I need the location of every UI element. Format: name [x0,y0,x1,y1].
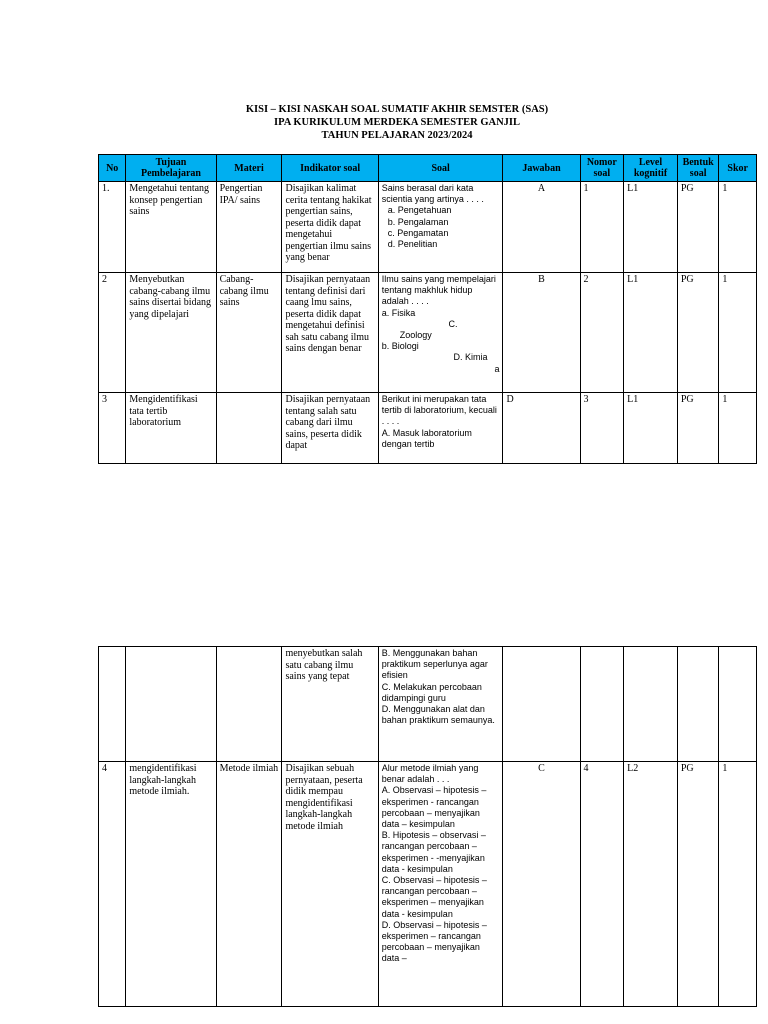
cell-no [99,647,126,762]
cell-jawaban [503,647,580,762]
cell-jawaban: A [503,182,580,273]
cell-no: 2 [99,273,126,393]
soal-option: B. Hipotesis – observasi – rancangan percobaan – eksperimen - -menyajikan data - kesimpulan [381,830,486,874]
soal-stem: Alur metode ilmiah yang benar adalah . . . [381,763,479,785]
col-header-jawaban: Jawaban [503,155,580,182]
cell-bentuk [677,647,719,762]
soal-stem: Berikut ini merupakan tata tertib di laboratorium, kecuali . . . . [381,394,497,427]
cell-skor: 1 [719,273,757,393]
cell-indikator: Disajikan pernyataan tentang definisi dari caang lmu sains, peserta didik dapat mengetahui definisi sah satu cabang ilmu sains dengan benar [282,273,378,393]
cell-soal [378,393,503,464]
cell-bentuk: PG [677,273,719,393]
kisi-table-page2 [98,646,757,1007]
cell-no: 3 [99,393,126,464]
cell-materi: Metode ilmiah [216,762,282,1007]
title-line-3: TAHUN PELAJARAN 2023/2024 [321,130,473,141]
soal-option: C. Melakukan percobaan didampingi guru [381,681,482,703]
table-row [99,762,757,1007]
soal-option: C. Observasi – hipotesis – rancangan percobaan – eksperimen – menyajikan data - kesimpulan [381,875,487,919]
cell-soal [378,182,503,273]
cell-no: 4 [99,762,126,1007]
cell-level: L1 [624,393,678,464]
cell-level: L1 [624,182,678,273]
cell-tujuan: Mengetahui tentang konsep pengertian sains [126,182,216,273]
title-line-1: KISI – KISI NASKAH SOAL SUMATIF AKHIR SEMSTER (SAS) [245,104,549,115]
cell-jawaban: D [503,393,580,464]
col-header-level: Level kognitif [624,155,678,182]
col-header-no: No [99,155,126,182]
cell-indikator: Disajikan pernyataan tentang salah satu cabang dari ilmu sains, peserta didik dapat [282,393,378,464]
cell-nomor [580,647,624,762]
cell-materi [216,647,282,762]
cell-bentuk: PG [677,393,719,464]
col-header-tujuan: Tujuan Pembelajaran [126,155,216,182]
soal-option: d. Penelitian [387,239,438,250]
col-header-materi: Materi [216,155,282,182]
cell-tujuan [126,647,216,762]
table-header-row [99,155,757,182]
cell-tujuan: mengidentifikasi langkah-langkah metode ilmiah. [126,762,216,1007]
cell-soal [378,647,503,762]
soal-option: A. Masuk laboratorium dengan tertib [381,427,472,449]
cell-skor: 1 [719,393,757,464]
col-header-soal: Soal [378,155,503,182]
cell-tujuan: Menyebutkan cabang-cabang ilmu sains disertai bidang yang dipelajari [126,273,216,393]
cell-materi: Pengertian IPA/ sains [216,182,282,273]
table-row-continued [99,647,757,762]
soal-option: A. Observasi – hipotesis – eksperimen - rancangan percobaan – menyajikan data – kesimpulan [381,785,487,830]
table-row [99,182,757,273]
cell-nomor: 3 [580,393,624,464]
cell-indikator: menyebutkan salah satu cabang ilmu sains yang tepat [282,647,378,762]
cell-skor: 1 [719,762,757,1007]
table-row [99,273,757,393]
soal-option: D. Kimia [453,352,488,363]
document-title [98,103,696,142]
soal-option: b. Biologi [381,341,419,352]
cell-jawaban: C [503,762,580,1007]
col-header-indikator: Indikator soal [282,155,378,182]
cell-indikator: Disajikan sebuah pernyataan, peserta didik mempau mengidentifikasi langkah-langkah metode ilmiah [282,762,378,1007]
soal-option: Zoology [399,330,432,341]
col-header-bentuk: Bentuk soal [677,155,719,182]
cell-jawaban: B [503,273,580,393]
cell-no: 1. [99,182,126,273]
cell-materi [216,393,282,464]
cell-skor: 1 [719,182,757,273]
soal-option-marker: C. [448,318,458,329]
soal-option: D. Observasi – hipotesis – eksperimen – rancangan percobaan – menyajikan data – [381,919,487,964]
soal-option: D. Menggunakan alat dan bahan praktikum semaunya. [381,704,495,726]
col-header-nomor: Nomor soal [580,155,624,182]
cell-bentuk: PG [677,182,719,273]
soal-option: B. Menggunakan bahan praktikum seperlunya agar efisien [381,648,488,681]
cell-soal [378,762,503,1007]
cell-tujuan: Mengidentifikasi tata tertib laboratorium [126,393,216,464]
soal-stem: Sains berasal dari kata scientia yang artinya . . . . [381,183,484,205]
soal-option: c. Pengamatan [387,227,449,238]
cell-level: L2 [624,762,678,1007]
soal-trailing-char: a [494,363,500,374]
cell-level [624,647,678,762]
cell-nomor: 1 [580,182,624,273]
cell-indikator: Disajikan kalimat cerita tentang hakikat pengertian sains, peserta didik dapat mengetahui pengertian ilmu sains yang benar [282,182,378,273]
cell-bentuk: PG [677,762,719,1007]
soal-option: b. Pengalaman [387,216,449,227]
cell-nomor: 2 [580,273,624,393]
table-row [99,393,757,464]
soal-stem: Ilmu sains yang mempelajari tentang makhluk hidup adalah . . . . [381,274,496,307]
soal-option: a. Fisika [381,307,416,318]
cell-materi: Cabang-cabang ilmu sains [216,273,282,393]
cell-soal [378,273,503,393]
title-line-2: IPA KURIKULUM MERDEKA SEMESTER GANJIL [273,117,520,128]
cell-skor [719,647,757,762]
cell-nomor: 4 [580,762,624,1007]
col-header-skor: Skor [719,155,757,182]
kisi-table-page1 [98,154,757,464]
cell-level: L1 [624,273,678,393]
soal-option: a. Pengetahuan [387,205,452,216]
